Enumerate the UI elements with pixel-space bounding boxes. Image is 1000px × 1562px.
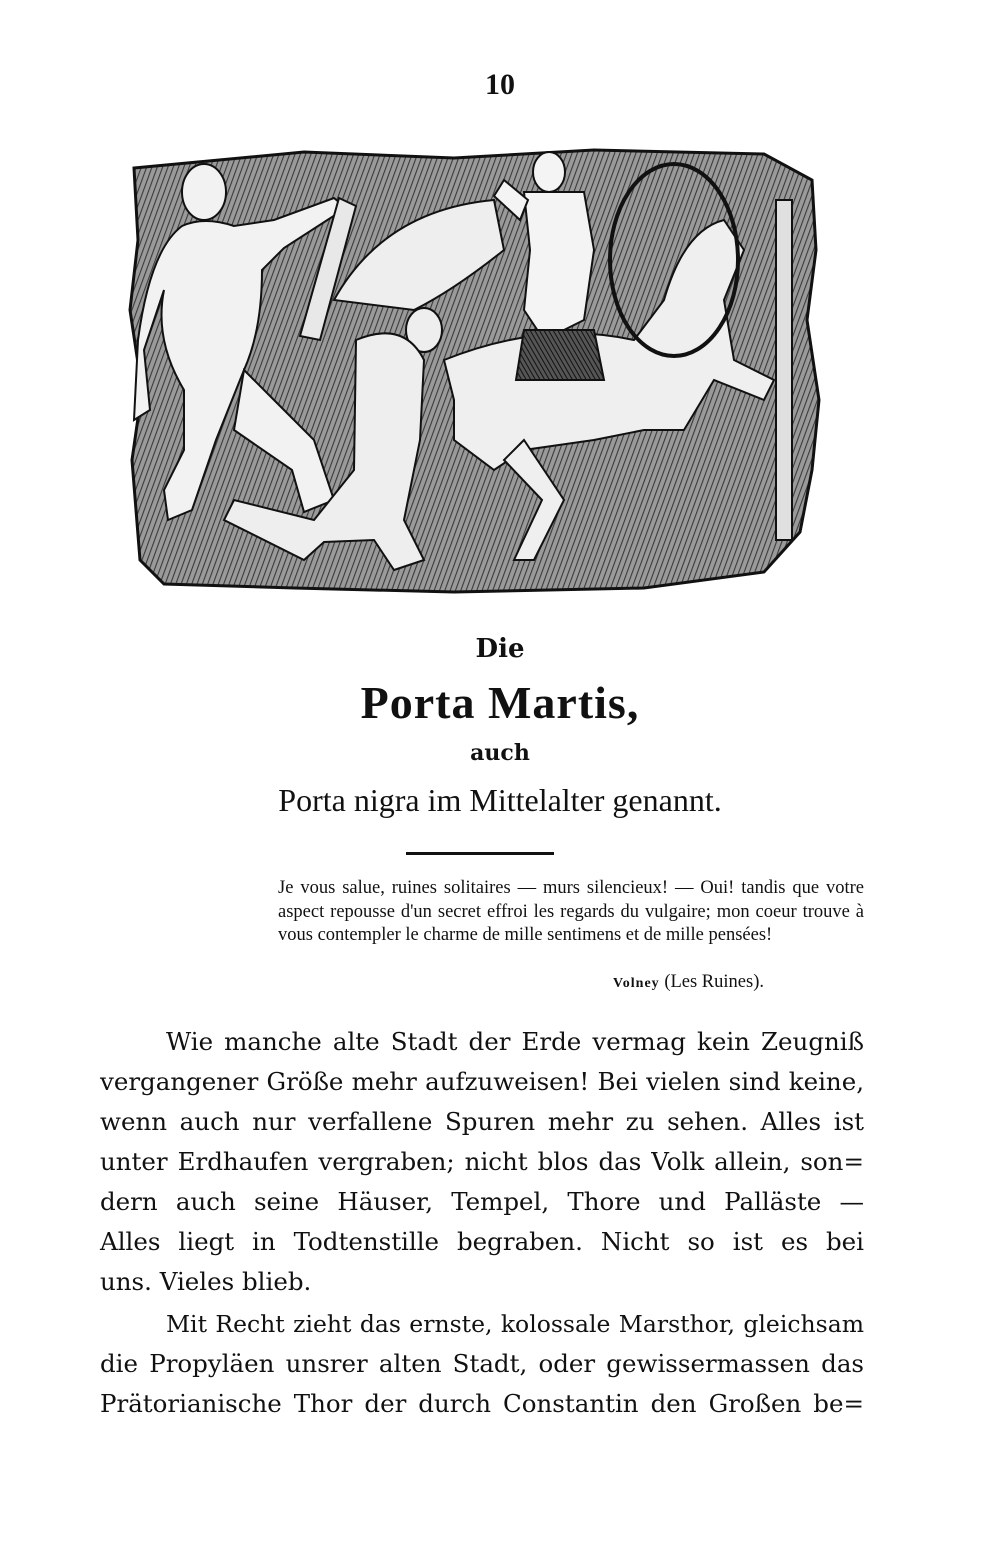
body-line: Alles liegt in Todtenstille begraben. Nicht so ist es bei: [100, 1227, 864, 1256]
page-title: Porta Martis,: [360, 677, 640, 728]
epigraph-author: Volney: [612, 976, 660, 991]
body-line: wenn auch nur verfallene Spuren mehr zu sehen. Alles ist: [100, 1107, 864, 1136]
relief-engraving: [124, 140, 824, 595]
epigraph-source: (Les Ruines).: [664, 972, 764, 992]
page-number: 10: [485, 68, 515, 101]
body-line: Wie manche alte Stadt der Erde vermag kein Zeugniß: [166, 1027, 864, 1056]
body-line: unter Erdhaufen vergraben; nicht blos das Volk allein, son=: [100, 1147, 864, 1176]
heading-auch: auch: [470, 740, 530, 766]
pillar: [776, 200, 792, 540]
body-line: dern auch seine Häuser, Tempel, Thore und Palläste —: [100, 1187, 864, 1216]
body-line: vergangener Größe mehr aufzuweisen! Bei vielen sind keine,: [100, 1067, 864, 1096]
epigraph-attribution: [550, 972, 764, 993]
heading-die: Die: [475, 634, 525, 664]
page-subtitle: Porta nigra im Mittelalter genannt.: [278, 782, 722, 818]
body-line: Prätorianische Thor der durch Constantin den Großen be=: [100, 1389, 864, 1418]
separator-rule: [406, 852, 554, 855]
body-line: die Propyläen unsrer alten Stadt, oder gewissermassen das: [100, 1349, 864, 1378]
epigraph-quote: Je vous salue, ruines solitaires — murs silencieux! — Oui! tandis que votre aspect repousse d'un secret effroi les regards du vulgaire; mon coeur trouve à vous contempler le charme de mille sentimens et de mille pensées!: [278, 878, 864, 945]
body-line: Mit Recht zieht das ernste, kolossale Marsthor, gleichsam: [166, 1310, 864, 1338]
body-line: uns. Vieles blieb.: [100, 1267, 312, 1296]
